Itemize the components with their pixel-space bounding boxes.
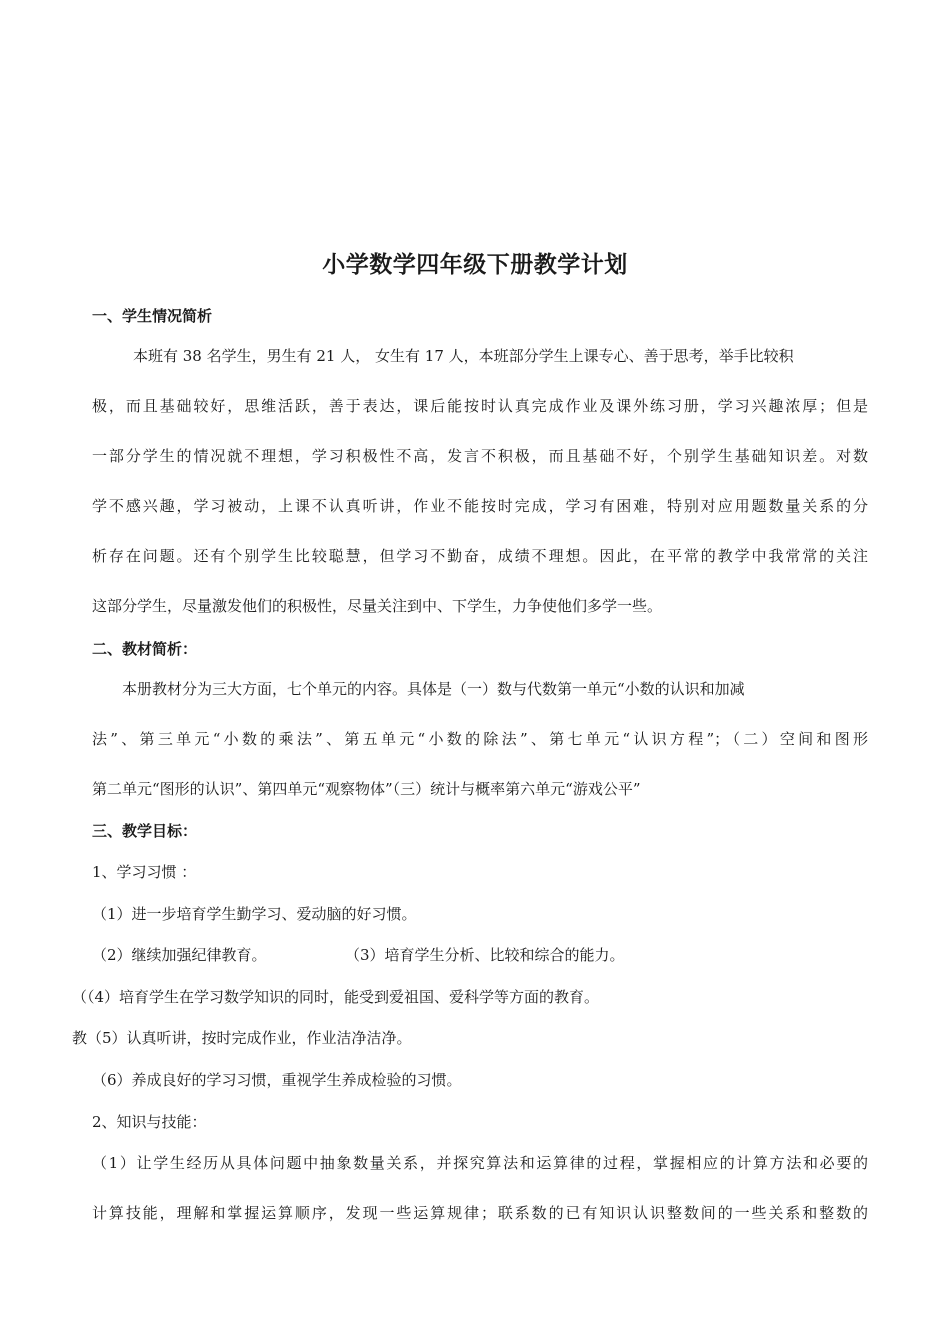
list-item: （6）养成良好的学习习惯，重视学生养成检验的习惯。: [92, 1071, 462, 1089]
subheading-study-habits: 1、学习习惯 ：: [92, 863, 197, 881]
paragraph-line: 第二单元“图形的认识”、第四单元“观察物体”（三）统计与概率第六单元“游戏公平”: [92, 780, 641, 798]
paragraph-line: 本册教材分为三大方面，七个单元的内容。具体是（一）数与代数第一单元“小数的认识和加减: [122, 680, 745, 698]
section-heading-teaching-goals: 三、教学目标：: [92, 822, 198, 840]
paragraph-line: 这部分学生，尽量激发他们的积极性，尽量关注到中、下学生，力争使他们多学一些。: [92, 597, 663, 615]
list-item: （1）进一步培育学生勤学习、爱动脑的好习惯。: [92, 905, 417, 923]
paragraph-line: 析存在问题。还有个别学生比较聪慧，但学习不勤奋，成绩不理想。因此，在平常的教学中我常常的关注: [92, 547, 868, 565]
list-item: （2）继续加强纪律教育。: [92, 946, 267, 964]
paragraph-line: 本班有 38 名学生，男生有 21 人， 女生有 17 人，本班部分学生上课专心、善于思考，举手比较积: [133, 347, 794, 365]
paragraph-line: 极，而且基础较好，思维活跃，善于表达，课后能按时认真完成作业及课外练习册，学习兴趣浓厚；但是: [92, 397, 868, 415]
list-item: （（4）培育学生在学习数学知识的同时，能受到爱祖国、爱科学等方面的教育。: [72, 988, 600, 1006]
paragraph-line: 计算技能，理解和掌握运算顺序，发现一些运算规律；联系数的已有知识认识整数间的一些关系和整数的: [92, 1204, 868, 1222]
paragraph-line: 一部分学生的情况就不理想，学习积极性不高，发言不积极，而且基础不好，个别学生基础知识差。对数: [92, 447, 868, 465]
paragraph-line: 学不感兴趣，学习被动，上课不认真听讲，作业不能按时完成，学习有困难，特别对应用题数量关系的分: [92, 497, 868, 515]
list-item: 教（5）认真听讲，按时完成作业，作业洁净洁净。: [72, 1029, 412, 1047]
section-heading-textbook-analysis: 二、教材简析：: [92, 640, 198, 658]
paragraph-line: （1）让学生经历从具体问题中抽象数量关系，并探究算法和运算律的过程，掌握相应的计算方法和必要的: [92, 1154, 868, 1172]
section-heading-student-analysis: 一、学生情况简析: [92, 307, 213, 325]
list-item: （3）培育学生分析、比较和综合的能力。: [345, 946, 625, 964]
page-title: 小学数学四年级下册教学计划: [322, 252, 628, 278]
subheading-knowledge-skills: 2、知识与技能：: [92, 1113, 207, 1131]
paragraph-line: 法”、第三单元“小数的乘法”、第五单元“小数的除法”、第七单元“认识方程”；（二）空间和图形: [92, 730, 868, 748]
